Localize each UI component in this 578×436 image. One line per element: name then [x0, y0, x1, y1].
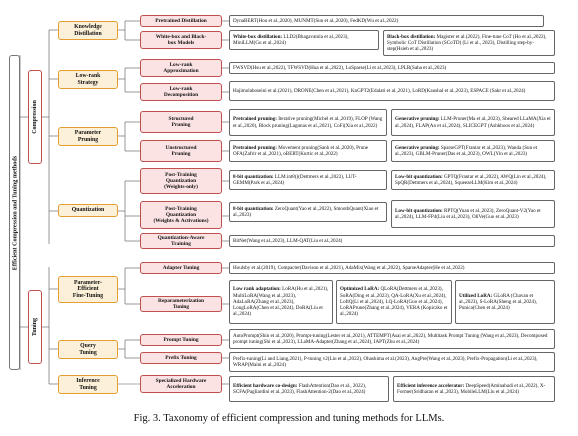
sub-unstructured-pruning: Unstructured Pruning [140, 140, 222, 162]
branch-compression [28, 70, 42, 164]
leaf-low-rank-decomposition: Hajimolahoseini et al.(2021), DRONE(Chen et al.,2021), KnGPT2(Edalati et al.,2021), LoRD(Kaushal et al.,2023), ESPACE (Sakr et al.,2024) [229, 81, 555, 101]
root-node [9, 55, 20, 370]
sub-prefix-tuning: Prefix Tuning [140, 352, 222, 364]
leaf-ptq-wa-8bit: 8-bit quantization: ZeroQuant(Yao et al.,2022), SmoothQuant(Xiao et al.,2023) [229, 202, 387, 222]
branch-compression-label: Compression [32, 100, 38, 134]
sub-ptq-weights-only: Post-Training Quantization (Weights-only) [140, 168, 222, 194]
leaf-ptq-wa-lowbit: Low-bit quantization: RPTQ(Yuan et al.,2023), ZeroQuant-V2(Yao et al.,2024), LLM-FP4(Liu et al.,2023), OliVe(Guo et al.,2023) [391, 200, 555, 228]
sub-reparameterization-tuning: Reparameterization Tuning [140, 296, 222, 312]
leaf-whitebox-distillation: White-box distillation: LLD2(Bhagavatula et al.,2023), MiniLLM(Gu et al.,2024) [229, 30, 379, 50]
leaf-hardware-codesign: Efficient hardware co-design: FlashAttention(Dao et al., 2022), SCFA(Pagliardini et al.,2023), FlashAttention-2(Dao et al.,2024) [229, 376, 389, 402]
leaf-reparam-low-rank: Low rank adaptation: LoRA(Hu et al.,2021), MultiLoRA(Wang et al.,2023), AdaLoRA(Zhang et al.,2023), LongLoRA(Chen et al.,2024), DoRA(Liu et al.,2024) [229, 280, 333, 324]
leaf-pretrained-distillation: DynaBERT(Hou et al.,2020), MUNMT(Sun et al.,2020), FedKD(Wu et al.,2022) [229, 15, 544, 27]
leaf-unstructured-pretrained: Pretrained pruning: Movement pruning(Sanh et al.,2020), Prune OFA(Zafrir et al.,2021), oBERT(Kurtic et al.,2022) [229, 140, 387, 162]
branch-tuning-label: Tuning [32, 317, 38, 337]
sub-low-rank-approximation: Low-rank Approximation [140, 59, 222, 77]
category-parameter-pruning: Parameter Pruning [58, 127, 118, 146]
root-label: Efficient Compression and Tuning methods [11, 155, 18, 270]
sub-quantization-aware-training: Quantization-Aware Training [140, 233, 222, 249]
leaf-reparam-utilized: Utilized LoRA: GLoRA (Chavan et al.,2023), S-LoRA(Sheng et al.,2024), Punica(Chen et al.,2024) [455, 280, 555, 324]
leaf-ptq-weights-lowbit: Low-bit quantization: GPTQ(Frantar et al.,2022), AWQ(Lin et al.,2024), SpQR(Dettmers et al.,2024), SqueezeLLM(Kim et al.,2024) [391, 170, 555, 190]
category-low-rank-strategy: Low-rank Strategy [58, 70, 118, 89]
category-query-tuning: Query Tuning [58, 340, 118, 359]
branch-tuning [28, 290, 42, 364]
leaf-blackbox-distillation: Black-box distillation: Magister et al.(2022), Fine-tune CoT (Ho et al.,2022), Symbolic CoT Distillation (SCoTD) (Li et al., 2023), Distilling step-by-step(Hsieh et al.,2023) [383, 30, 555, 56]
sub-specialized-hardware: Specialized Hardware Acceleration [140, 375, 222, 393]
leaf-prompt-tuning: AutoPrompt(Shin et al.,2020), Prompt-tuning(Lester et al.,2021), ATTEMPT(Asai et al.,2022), Multitask Prompt Tuning (Wang et al.,2023), Decomposed prompt tuning(Shi et al.,2023), LLaMA-Adapter(Zhang et al.,2024), IAPT(Zhu et al.,2024) [229, 329, 555, 349]
leaf-prefix-tuning: Prefix-tuning(Li and Liang,2021), P-tuning v2(Liu et al.,2022), Ohashima et al.(2023), AngPre(Wang et al.,2023), Prefix-Propagation(Li et al.,2023), WRAP(Maini et al.,2024) [229, 352, 555, 372]
leaf-low-rank-approximation: FWSVD(Hsu et al.,2022), TFWSVD(Hua et al.,2022), LoSparse(Li et al.,2023), LPLR(Saha et al.,2023) [229, 62, 555, 74]
figure-caption: Fig. 3. Taxonomy of efficient compression and tuning methods for LLMs. [133, 413, 445, 424]
leaf-ptq-weights-8bit: 8-bit quantization: LLM.int8()(Dettmers et al.,2022), LUT-GEMM(Park et al.,2024) [229, 170, 387, 190]
leaf-structured-pretrained: Pretrained pruning: Iterative pruning(Michel et al.,2019), FLOP (Wang et al.,2020), Block pruning(Lagunas et al.,2021), CoFi(Xia et al.,2022) [229, 109, 387, 136]
leaf-reparam-optimized: Optimized LoRA: QLoRA(Dettmers et al.,2023), SoRA(Ding et al.,2023), QA-LoRA(Xu et al.,2024), LoftQ(Li et al.,2024), LQ-LoRA(Guo et al.,2024), LoRAPrune(Zhang et al.,2024), VERA (Kopiczko et al.,2024) [336, 280, 452, 324]
category-quantization: Quantization [58, 204, 118, 217]
sub-prompt-tuning: Prompt Tuning [140, 334, 222, 346]
leaf-adapter-tuning: Houlsby et al.(2019), Compacter(Davison et al.,2021), AdaMix(Wang et al.,2022), SparseAdapter(He et al.,2022) [229, 262, 555, 274]
sub-pretrained-distillation: Pretrained Distillation [140, 15, 222, 27]
category-inference-tuning: Inference Tuning [58, 375, 118, 394]
leaf-unstructured-generative: Generative pruning: SparseGPT(Frantar et al.,2023), Wanda (Sun et al.,2023), GBLM-Pruner(Das et al.,2023), OWL(Yin et al.,2023) [391, 140, 555, 162]
sub-low-rank-decomposition: Low-rank Decomposition [140, 83, 222, 101]
sub-whitebox-blackbox: White-box and Black- box Models [140, 31, 222, 49]
sub-adapter-tuning: Adapter Tuning [140, 262, 222, 274]
leaf-structured-generative: Generative pruning: LLM-Pruner(Ma et al.,2023), Sheared LLaMA(Xia et al.,2024), FLAP(An et al.,2024), SLICEGPT (Ashkboos et al.,2024) [391, 109, 555, 136]
category-peft: Parameter- Efficient Fine-Tuning [58, 276, 118, 303]
category-knowledge-distillation: Knowledge Distillation [58, 21, 118, 40]
leaf-qat: BitNet(Wang et al.,2023), LLM-QAT(Liu et al.,2024) [229, 235, 555, 247]
sub-structured-pruning: Structured Pruning [140, 111, 222, 133]
sub-ptq-weights-activations: Post-Training Quantization (Weights & Activations) [140, 201, 222, 229]
leaf-inference-accelerator: Efficient inference accelerator: DeepSpeed(Aminabadi et al.,2022), X-Former(Sridharan et al.,2023), MobileLLM(Liu et al.,2024) [393, 376, 555, 402]
